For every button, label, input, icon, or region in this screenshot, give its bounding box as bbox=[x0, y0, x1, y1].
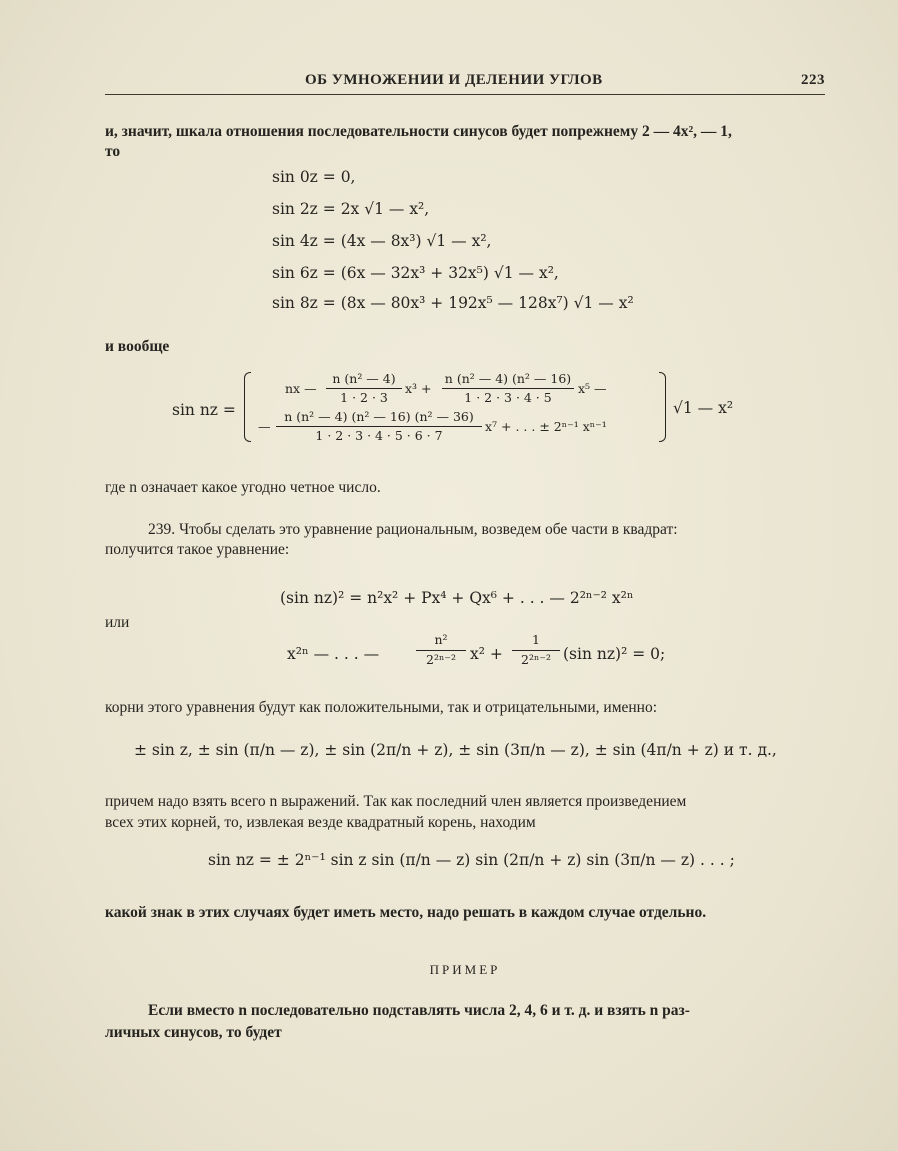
general-lhs: sin nz = bbox=[172, 401, 236, 419]
equation-sin-8z: sin 8z = (8x — 80x³ + 192x⁵ — 128x⁷) √1 — x² bbox=[272, 294, 634, 312]
or-label: или bbox=[105, 614, 130, 631]
eq2-term-b: x² + bbox=[470, 645, 503, 663]
example-line-1: Если вместо n последовательно подставлять числа 2, 4, 6 и т. д. и взять n раз- bbox=[148, 1002, 690, 1019]
general-note: где n означает какое угодно четное число. bbox=[105, 479, 381, 496]
eq2-frac2-den: 2²ⁿ⁻² bbox=[521, 652, 551, 667]
product-formula: sin nz = ± 2ⁿ⁻¹ sin z sin (π/n — z) sin (2π/n + z) sin (3π/n — z) . . . ; bbox=[208, 851, 735, 869]
eq2-frac1-den: 2²ⁿ⁻² bbox=[426, 652, 456, 667]
eq2-frac2-bar bbox=[512, 650, 560, 651]
row1-term-c: x⁵ — bbox=[578, 381, 607, 396]
row2-frac-den: 1 · 2 · 3 · 4 · 5 · 6 · 7 bbox=[315, 428, 443, 443]
roots-expression: ± sin z, ± sin (π/n — z), ± sin (2π/n + z), ± sin (3π/n — z), ± sin (4π/n + z) и т. д., bbox=[134, 741, 777, 759]
roots-line: корни этого уравнения будут как положительными, так и отрицательными, именно: bbox=[105, 699, 658, 716]
row1-frac2-den: 1 · 2 · 3 · 4 · 5 bbox=[464, 390, 552, 405]
row1-frac1-den: 1 · 2 · 3 bbox=[340, 390, 388, 405]
equation-sin-4z: sin 4z = (4x — 8x³) √1 — x², bbox=[272, 232, 492, 250]
general-rhs: √1 — x² bbox=[673, 399, 734, 417]
equation-sin-6z: sin 6z = (6x — 32x³ + 32x⁵) √1 — x², bbox=[272, 264, 559, 282]
eq2-term-c: (sin nz)² = 0; bbox=[563, 645, 666, 663]
row1-frac1-bar bbox=[326, 388, 402, 389]
intro-line-2: то bbox=[105, 143, 121, 160]
row1-frac2-bar bbox=[442, 388, 574, 389]
p239-line-5: какой знак в этих случаях будет иметь место, надо решать в каждом случае отдельно. bbox=[105, 904, 707, 921]
equation-sin-2z: sin 2z = 2x √1 — x², bbox=[272, 200, 430, 218]
right-brace bbox=[659, 372, 666, 442]
eq2-frac2-num: 1 bbox=[532, 632, 540, 647]
row2-frac-num: n (n² — 4) (n² — 16) (n² — 36) bbox=[284, 409, 474, 424]
header-title: ОБ УМНОЖЕНИИ И ДЕЛЕНИИ УГЛОВ bbox=[305, 72, 603, 88]
p239-line-1: 239. Чтобы сделать это уравнение рациональным, возведем обе части в квадрат: bbox=[148, 521, 678, 538]
eq2-frac1-bar bbox=[416, 650, 466, 651]
row2-frac-bar bbox=[276, 426, 482, 427]
header-rule bbox=[105, 94, 825, 95]
row2-term-a: — bbox=[258, 419, 271, 434]
eq2-term-a: x²ⁿ — . . . — bbox=[287, 645, 380, 663]
row1-term-a: nx — bbox=[285, 381, 317, 396]
row2-term-b: x⁷ + . . . ± 2ⁿ⁻¹ xⁿ⁻¹ bbox=[485, 419, 607, 434]
row1-frac2-num: n (n² — 4) (n² — 16) bbox=[444, 371, 572, 386]
example-heading: ПРИМЕР bbox=[429, 962, 501, 977]
intro-line-1: и, значит, шкала отношения последовательности синусов будет попрежнему 2 — 4x², — 1, bbox=[105, 123, 732, 140]
page-number: 223 bbox=[801, 72, 825, 88]
example-line-2: личных синусов, то будет bbox=[105, 1024, 282, 1041]
left-brace bbox=[244, 372, 251, 442]
row1-term-b: x³ + bbox=[405, 381, 432, 396]
squared-equation: (sin nz)² = n²x² + Px⁴ + Qx⁶ + . . . — 2²ⁿ⁻² x²ⁿ bbox=[280, 589, 634, 607]
p239-line-3: причем надо взять всего n выражений. Так как последний член является произведением bbox=[105, 793, 687, 810]
p239-line-4: всех этих корней, то, извлекая везде квадратный корень, находим bbox=[105, 814, 536, 831]
eq2-frac1-num: n² bbox=[434, 632, 448, 647]
general-label: и вообще bbox=[105, 338, 170, 355]
row1-frac1-num: n (n² — 4) bbox=[332, 371, 396, 386]
equation-sin-0z: sin 0z = 0, bbox=[272, 168, 356, 186]
p239-line-2: получится такое уравнение: bbox=[105, 541, 290, 558]
